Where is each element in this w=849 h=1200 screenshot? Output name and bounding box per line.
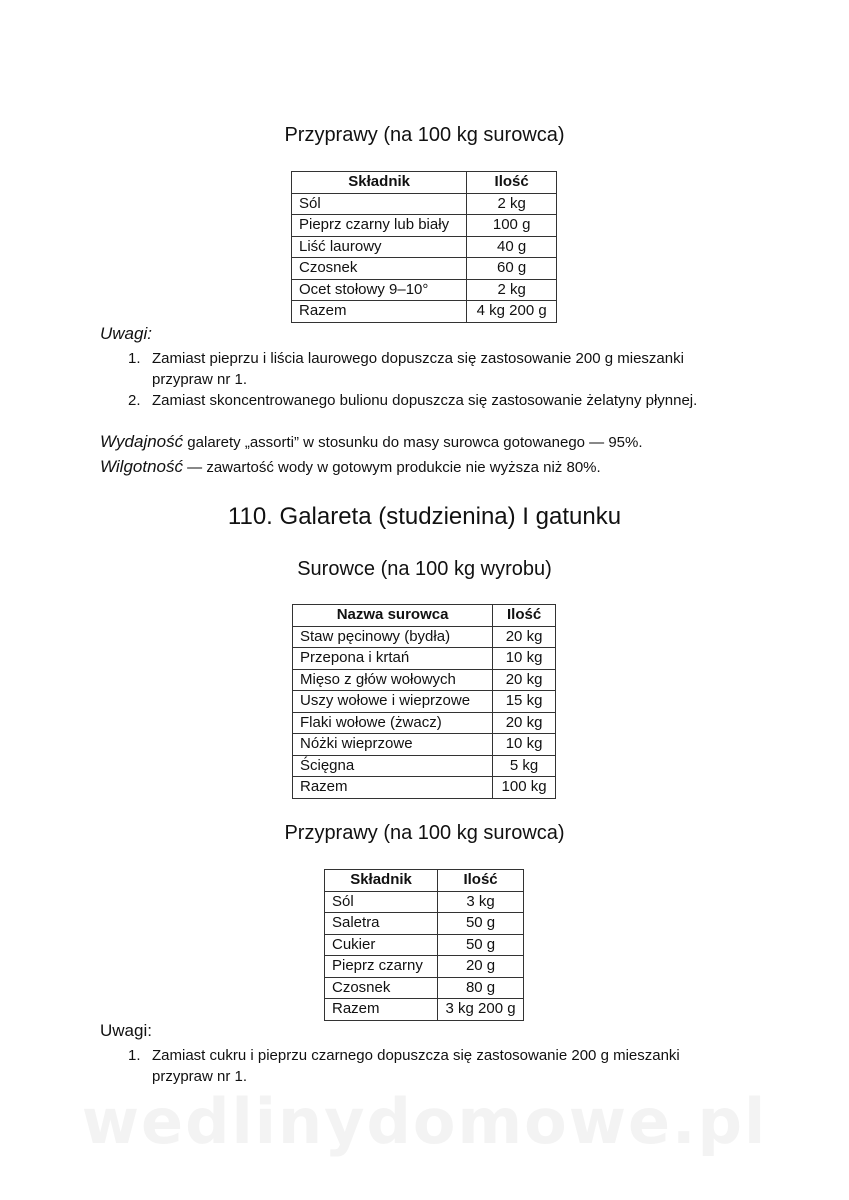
quantity-cell: 10 kg bbox=[493, 734, 556, 756]
ingredient-cell: Pieprz czarny bbox=[325, 956, 438, 978]
ingredient-cell: Ocet stołowy 9–10° bbox=[292, 279, 467, 301]
material-cell: Flaki wołowe (żwacz) bbox=[293, 712, 493, 734]
ingredient-cell: Liść laurowy bbox=[292, 236, 467, 258]
yield-label: Wydajność bbox=[100, 432, 184, 451]
spices-table-2 bbox=[324, 869, 524, 1021]
ingredient-cell: Razem bbox=[292, 301, 467, 323]
quantity-cell: 10 kg bbox=[493, 648, 556, 670]
quantity-cell: 2 kg bbox=[467, 279, 557, 301]
quantity-cell: 20 kg bbox=[493, 669, 556, 691]
spices-title-2: Przyprawy (na 100 kg surowca) bbox=[284, 822, 565, 844]
list-item bbox=[128, 348, 728, 390]
table-row bbox=[293, 669, 556, 691]
quantity-cell: 20 kg bbox=[493, 712, 556, 734]
table-row bbox=[293, 734, 556, 756]
column-header: Składnik bbox=[292, 172, 467, 194]
table-row bbox=[325, 891, 524, 913]
material-cell: Nóżki wieprzowe bbox=[293, 734, 493, 756]
raw-materials-table bbox=[292, 604, 556, 799]
quantity-cell: 40 g bbox=[467, 236, 557, 258]
table-row bbox=[292, 258, 557, 280]
ingredient-cell: Saletra bbox=[325, 913, 438, 935]
list-item bbox=[128, 390, 728, 411]
quantity-cell: 20 kg bbox=[493, 626, 556, 648]
column-header: Składnik bbox=[325, 870, 438, 892]
yield-paragraph bbox=[100, 432, 643, 452]
quantity-cell: 50 g bbox=[438, 913, 524, 935]
quantity-cell: 50 g bbox=[438, 934, 524, 956]
table-row bbox=[293, 691, 556, 713]
table-row bbox=[292, 193, 557, 215]
quantity-cell: 4 kg 200 g bbox=[467, 301, 557, 323]
ingredient-cell: Cukier bbox=[325, 934, 438, 956]
ingredient-cell: Razem bbox=[325, 999, 438, 1021]
material-cell: Uszy wołowe i wieprzowe bbox=[293, 691, 493, 713]
table-row bbox=[325, 913, 524, 935]
column-header: Ilość bbox=[493, 605, 556, 627]
ingredient-cell: Pieprz czarny lub biały bbox=[292, 215, 467, 237]
ingredient-cell: Czosnek bbox=[325, 977, 438, 999]
quantity-cell: 80 g bbox=[438, 977, 524, 999]
yield-text: galarety „assorti” w stosunku do masy surowca gotowanego — 95%. bbox=[183, 434, 643, 451]
list-number: 1. bbox=[128, 350, 141, 367]
moisture-paragraph bbox=[100, 457, 601, 477]
ingredient-cell: Czosnek bbox=[292, 258, 467, 280]
table-header-row bbox=[325, 870, 524, 892]
list-item bbox=[128, 1045, 738, 1087]
table-row bbox=[325, 934, 524, 956]
quantity-cell: 3 kg 200 g bbox=[438, 999, 524, 1021]
table-row bbox=[292, 215, 557, 237]
table-row bbox=[293, 755, 556, 777]
note-text: Zamiast pieprzu i liścia laurowego dopuszcza się zastosowanie 200 g mieszanki przypraw nr 1. bbox=[152, 350, 684, 388]
quantity-cell: 60 g bbox=[467, 258, 557, 280]
ingredient-cell: Sól bbox=[292, 193, 467, 215]
note-text: Zamiast skoncentrowanego bulionu dopuszcza się zastosowanie żelatyny płynnej. bbox=[152, 392, 698, 409]
moisture-text: — zawartość wody w gotowym produkcie nie wyższa niż 80%. bbox=[183, 459, 601, 476]
table-row bbox=[325, 977, 524, 999]
note-text: Zamiast cukru i pieprzu czarnego dopuszcza się zastosowanie 200 g mieszanki przypraw nr 1. bbox=[152, 1047, 680, 1085]
spices-table-1 bbox=[291, 171, 557, 323]
table-row bbox=[293, 777, 556, 799]
table-row bbox=[292, 279, 557, 301]
quantity-cell: 3 kg bbox=[438, 891, 524, 913]
notes-heading-1: Uwagi: bbox=[100, 324, 152, 343]
quantity-cell: 15 kg bbox=[493, 691, 556, 713]
notes-list-2 bbox=[128, 1045, 738, 1087]
raw-materials-title: Surowce (na 100 kg wyrobu) bbox=[297, 558, 552, 580]
table-row bbox=[293, 626, 556, 648]
column-header: Ilość bbox=[438, 870, 524, 892]
material-cell: Przepona i krtań bbox=[293, 648, 493, 670]
quantity-cell: 100 g bbox=[467, 215, 557, 237]
spices-title-1: Przyprawy (na 100 kg surowca) bbox=[284, 124, 565, 146]
list-number: 2. bbox=[128, 392, 141, 409]
table-header-row bbox=[292, 172, 557, 194]
material-cell: Staw pęcinowy (bydła) bbox=[293, 626, 493, 648]
recipe-title: 110. Galareta (studzienina) I gatunku bbox=[227, 503, 622, 530]
quantity-cell: 100 kg bbox=[493, 777, 556, 799]
table-row bbox=[292, 301, 557, 323]
table-row bbox=[325, 956, 524, 978]
notes-list-1 bbox=[128, 348, 728, 411]
table-row bbox=[293, 712, 556, 734]
quantity-cell: 2 kg bbox=[467, 193, 557, 215]
table-row bbox=[325, 999, 524, 1021]
material-cell: Razem bbox=[293, 777, 493, 799]
quantity-cell: 5 kg bbox=[493, 755, 556, 777]
ingredient-cell: Sól bbox=[325, 891, 438, 913]
column-header: Nazwa surowca bbox=[293, 605, 493, 627]
notes-heading-2: Uwagi: bbox=[100, 1021, 152, 1040]
table-row bbox=[292, 236, 557, 258]
table-header-row bbox=[293, 605, 556, 627]
material-cell: Mięso z głów wołowych bbox=[293, 669, 493, 691]
column-header: Ilość bbox=[467, 172, 557, 194]
material-cell: Ścięgna bbox=[293, 755, 493, 777]
list-number: 1. bbox=[128, 1047, 141, 1064]
quantity-cell: 20 g bbox=[438, 956, 524, 978]
watermark: wedlinydomowe.pl bbox=[81, 1085, 768, 1158]
table-row bbox=[293, 648, 556, 670]
moisture-label: Wilgotność bbox=[100, 457, 183, 476]
